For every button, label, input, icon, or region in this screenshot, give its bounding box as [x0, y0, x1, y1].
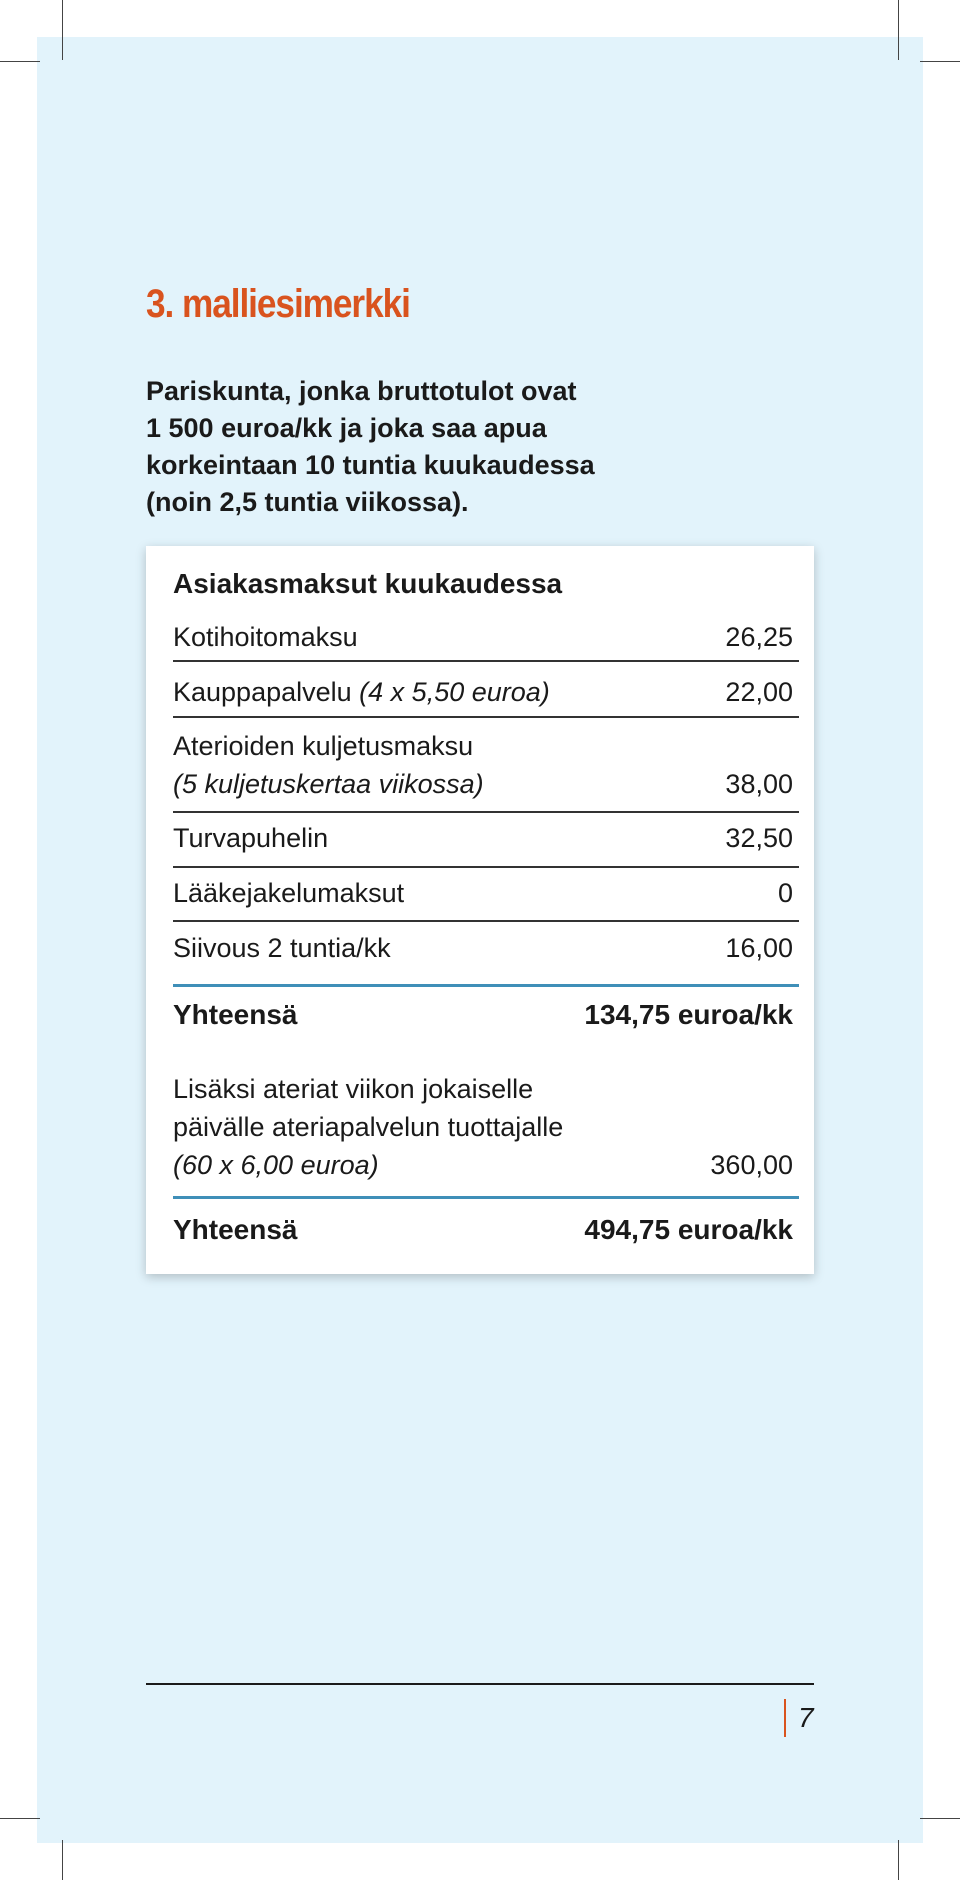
crop-mark [0, 61, 40, 62]
row-value: 32,50 [725, 823, 793, 853]
row-divider [173, 920, 799, 922]
page-number: 7 [798, 1702, 814, 1733]
table-row [173, 727, 799, 803]
table-row [173, 819, 799, 857]
footer-rule [146, 1683, 814, 1685]
extra-line: Lisäksi ateriat viikon jokaiselle [173, 1074, 534, 1104]
intro-line: (noin 2,5 tuntia viikossa). [146, 487, 469, 517]
row-divider [173, 716, 799, 718]
intro-text [146, 373, 706, 521]
extra-label-group [173, 1070, 563, 1184]
crop-mark [920, 1818, 960, 1819]
row-label-group [173, 673, 550, 711]
row-label-group [173, 727, 484, 803]
intro-line: 1 500 euroa/kk ja joka saa apua [146, 413, 547, 443]
page-number-mark [784, 1699, 786, 1737]
row-label: Kotihoitomaksu [173, 622, 358, 652]
row-note: (5 kuljetuskertaa viikossa) [173, 769, 484, 799]
crop-mark [898, 0, 899, 60]
crop-mark [0, 1818, 40, 1819]
intro-line: korkeintaan 10 tuntia kuukaudessa [146, 450, 595, 480]
fee-table-card [146, 546, 814, 1274]
extra-value: 360,00 [710, 1150, 793, 1180]
table-row [173, 673, 799, 711]
row-divider [173, 660, 799, 662]
row-label: Turvapuhelin [173, 823, 329, 853]
subtotal-row [173, 996, 799, 1034]
row-value: 26,25 [725, 622, 793, 652]
row-label: Siivous 2 tuntia/kk [173, 933, 391, 963]
table-row [173, 618, 799, 656]
subtotal-label: Yhteensä [173, 999, 298, 1030]
table-title: Asiakasmaksut kuukaudessa [173, 568, 563, 599]
row-note: (4 x 5,50 euroa) [359, 677, 550, 707]
page-heading: 3. malliesimerkki [146, 282, 410, 326]
row-value: 38,00 [725, 769, 793, 799]
extra-row [173, 1070, 799, 1184]
crop-mark [920, 61, 960, 62]
row-label: Lääkejakelumaksut [173, 878, 405, 908]
row-label: Kauppapalvelu [173, 677, 352, 707]
total-divider [173, 1196, 799, 1199]
subtotal-value: 134,75 euroa/kk [584, 999, 793, 1030]
crop-mark [62, 0, 63, 60]
subtotal-divider [173, 984, 799, 987]
table-row [173, 929, 799, 967]
row-value: 0 [777, 878, 793, 908]
intro-line: Pariskunta, jonka bruttotulot ovat [146, 376, 577, 406]
row-value: 16,00 [725, 933, 793, 963]
total-label: Yhteensä [173, 1214, 298, 1245]
row-label: Aterioiden kuljetusmaksu [173, 731, 474, 761]
total-row [173, 1211, 799, 1249]
total-value: 494,75 euroa/kk [584, 1214, 793, 1245]
row-divider [173, 866, 799, 868]
extra-line: päivälle ateriapalvelun tuottajalle [173, 1112, 564, 1142]
row-value: 22,00 [725, 677, 793, 707]
extra-note: (60 x 6,00 euroa) [173, 1150, 379, 1180]
table-row [173, 874, 799, 912]
crop-mark [898, 1840, 899, 1880]
crop-mark [62, 1840, 63, 1880]
row-divider [173, 811, 799, 813]
